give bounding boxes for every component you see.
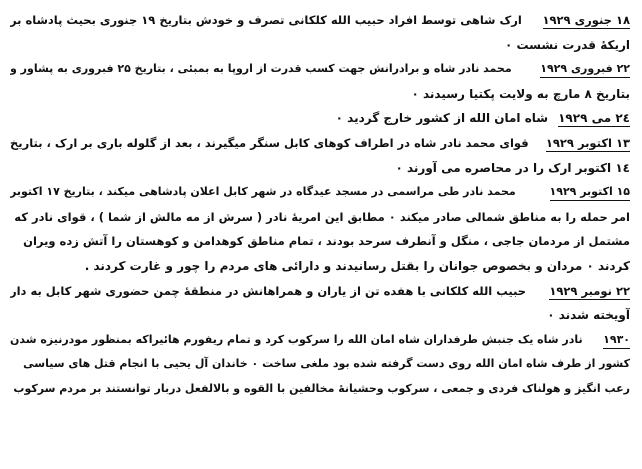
paragraph-text: کردند ٠ مردان و بخصوص جوانان را بقتل رسانیدند و دارائی های مردم را چور و غارت کردند . [84, 258, 630, 273]
text-line [10, 156, 630, 181]
text-line [10, 303, 630, 328]
date-label: ۱۸ جنوری ۱۹۲۹ [542, 13, 630, 27]
date-label: ۱۳ اکتوبر ۱۹۲۹ [545, 135, 630, 150]
paragraph-text: کشور از طرف شاه امان الله روی دست گرفته شده بود ملغی ساخت ٠ خاندان آل یحیی با انجام قتل های سیاسی [23, 357, 630, 371]
date-label: ۲٤ می ۱۹۲۹ [558, 111, 630, 126]
paragraph-text: ۱٤ اکتوبر ارک را در محاصره می آورند ٠ [395, 160, 630, 175]
paragraph-text: محمد نادر طی مراسمی در مسجد عیدگاه در شهر کابل اعلان پادشاهی میکند ، بتاریخ ۱۷ اکتوبر [10, 185, 516, 199]
text-line [10, 106, 630, 131]
date-label: ۱۹۳۰ [603, 332, 630, 349]
text-line [10, 131, 630, 156]
text-line [10, 377, 630, 402]
text-line [10, 279, 630, 304]
date-label: ۲۲ فبروری ۱۹۲۹ [540, 61, 630, 78]
date-label: ۲۲ نومبر ۱۹۲۹ [549, 283, 630, 298]
paragraph-text: محمد نادر شاه و برادرانش جهت کسب قدرت از اروپا به بمبئی ، بتاریخ ۲۵ فبروری به پشاور و [10, 62, 512, 76]
text-line [10, 82, 630, 107]
text-line [10, 328, 630, 353]
paragraph-text: بتاریخ ۸ مارچ به ولایت پکتیا رسیدند ٠ [411, 86, 630, 101]
text-line [10, 254, 630, 279]
text-line [10, 180, 630, 205]
text-line [10, 229, 630, 254]
paragraph-text: آویخته شدند ٠ [547, 308, 630, 323]
text-line [10, 8, 630, 33]
date-label: ۱۵ اکتوبر ۱۹۲۹ [550, 184, 630, 201]
paragraph-text: نادر شاه یک جنبش طرفداران شاه امان الله را سرکوب کرد و تمام ریفورم هائیراکه بمنظور مودرنیزه شدن [10, 332, 583, 346]
paragraph-text: اریکهٔ قدرت نشست ٠ [504, 37, 630, 52]
paragraph-text: قوای محمد نادر شاه در اطراف کوهای کابل سنگر میگیرند ، بعد از گلوله باری بر ارک ، بتاریخ [10, 135, 529, 150]
paragraph-text: ارک شاهی توسط افراد حبیب الله کلکانی تصرف و خودش بتاریخ ۱۹ جنوری بحیث پادشاه بر [10, 13, 522, 27]
text-line [10, 33, 630, 58]
text-line [10, 352, 630, 377]
paragraph-text: شاه امان الله از کشور خارج گردید ٠ [335, 111, 549, 126]
paragraph-text: مشتمل از مردمان جاجی ، منگل و آنطرف سرحد بودند ، تمام مناطق کوهدامن و کوهستان را آتش زده ویران [23, 234, 630, 249]
text-line [10, 205, 630, 230]
paragraph-text: رعب انگیز و هولناک فردی و جمعی ، سرکوب وحشیانهٔ مخالفین با القوه و بالالفعل دربار توانستند بر مردم سرکوب [13, 381, 630, 395]
paragraph-text: امر حمله را به مناطق شمالی صادر میکند ٠ مطابق این امریهٔ نادر ( سرش از مه مالش از شما ) ، قوای نادر که [14, 209, 630, 224]
text-line [10, 57, 630, 82]
paragraph-text: حبیب الله کلکانی با هفده تن از یاران و همراهانش در منطقهٔ چمن حضوری شهر کابل به دار [10, 283, 527, 298]
